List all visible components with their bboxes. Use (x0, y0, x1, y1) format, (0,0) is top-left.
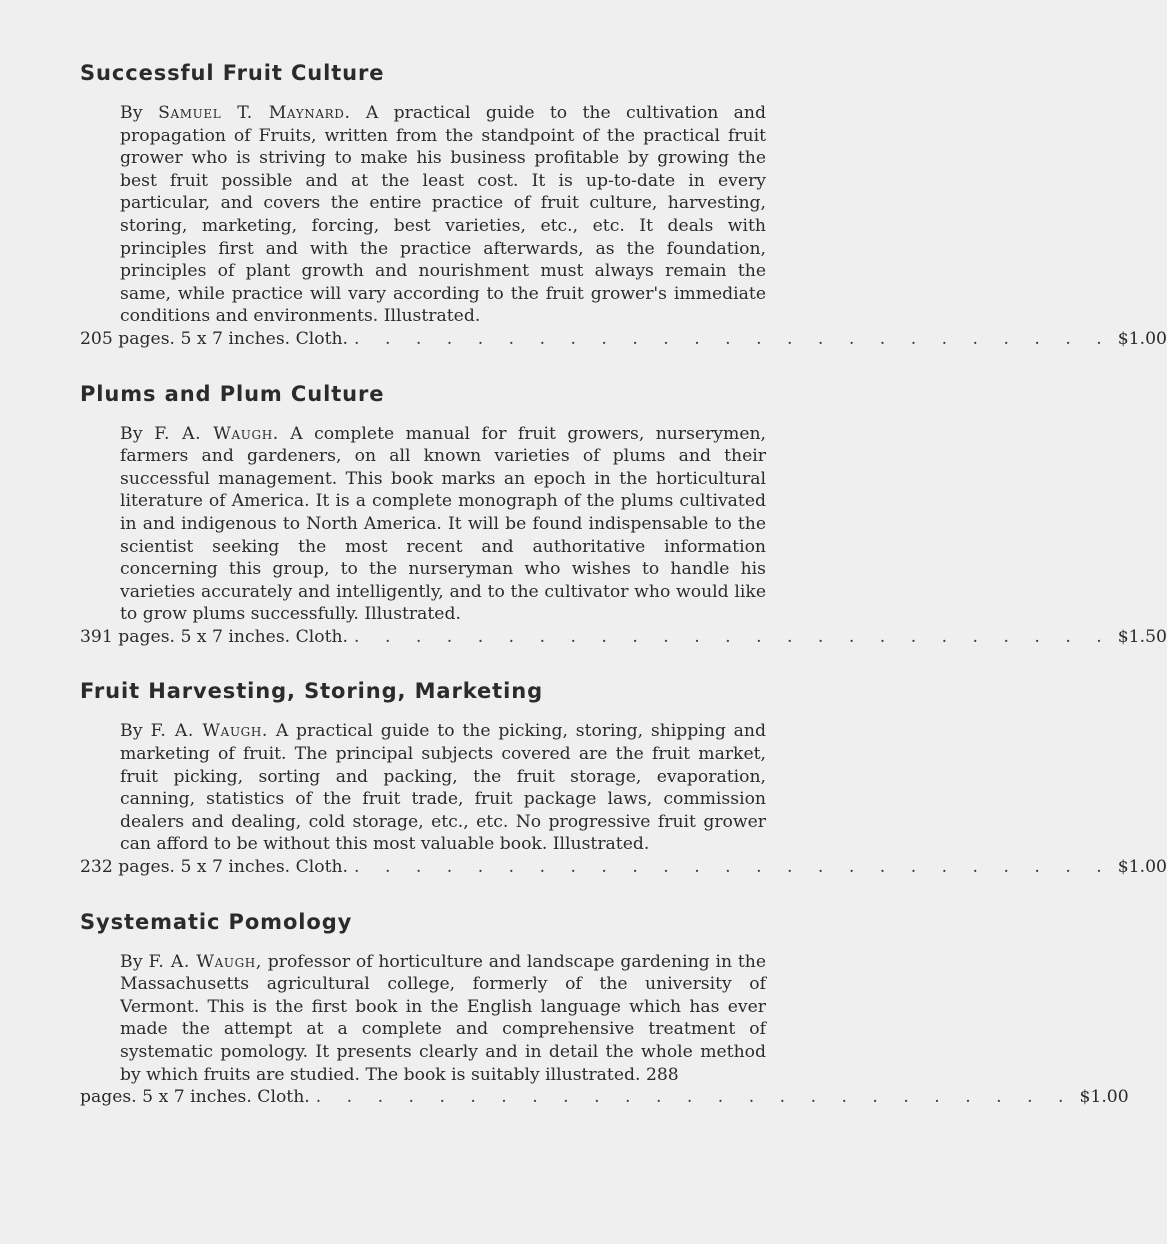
book-description-text: A complete manual for fruit growers, nurserymen, farmers and gardeners, on all known varieties of plums and their successful management. This book marks an epoch in the horticultural literature of America. It is a complete monograph of the plums cultivated in and indigenous to North America. It will be found indispensable to the scientist seeking the most recent and authoritative information concerning this group, to the nurseryman who wishes to handle his varieties accurately and intelligently, and to the cultivator who would like to grow plums successfully. Illustrated. (120, 423, 767, 625)
dot-leader: . . . . . . . . . . . . . . . . . . . . . . . . . (354, 328, 1112, 349)
book-description (120, 102, 766, 328)
dot-leader: . . . . . . . . . . . . . . . . . . . . . . . . . (354, 857, 1112, 878)
book-description (120, 423, 766, 626)
book-details (80, 423, 1167, 649)
book-specs: pages. 5 x 7 inches. Cloth. (80, 1087, 310, 1108)
book-details (80, 720, 1167, 878)
book-specs: 232 pages. 5 x 7 inches. Cloth. (80, 857, 349, 878)
book-description-text: A practical guide to the picking, storing, shipping and marketing of fruit. The principal subjects covered are the fruit market, fruit picking, sorting and packing, the fruit storage, evaporation, canning, statistics of the fruit trade, fruit package laws, commission dealers and dealing, cold storage, etc., etc. No progressive fruit grower can afford to be without this most valuable book. Illustrated. (120, 721, 767, 855)
book-price: $1.50 (1117, 626, 1167, 647)
book-details (80, 102, 1167, 351)
by-label: By (120, 721, 143, 742)
book-price-line (80, 328, 1167, 351)
dot-leader: . . . . . . . . . . . . . . . . . . . . . . . . . (354, 626, 1112, 647)
book-entry-fruit-harvesting (80, 678, 1167, 878)
book-title: Fruit Harvesting, Storing, Marketing (80, 679, 544, 704)
book-title: Successful Fruit Culture (80, 61, 385, 85)
by-label: By (120, 103, 143, 123)
book-details (80, 951, 1129, 1109)
book-description (120, 720, 766, 856)
book-author: F. A. Waugh. (154, 423, 279, 444)
book-specs: 391 pages. 5 x 7 inches. Cloth. (80, 626, 349, 647)
book-description (120, 951, 766, 1087)
book-price-line (80, 856, 1167, 879)
book-author: Samuel T. Maynard. (158, 103, 351, 123)
book-title: Systematic Pomology (80, 909, 353, 934)
book-author: F. A. Waugh. (150, 721, 268, 742)
book-price: $1.00 (1117, 857, 1167, 878)
book-price: $1.00 (1079, 1087, 1129, 1108)
book-specs: 205 pages. 5 x 7 inches. Cloth. (80, 328, 349, 349)
book-author: F. A. Waugh, (148, 951, 262, 972)
dot-leader: . . . . . . . . . . . . . . . . . . . . . . . . . (315, 1087, 1074, 1108)
book-price-line (80, 626, 1167, 649)
by-label: By (120, 951, 143, 972)
book-entry-successful-fruit-culture (80, 60, 1167, 351)
book-entry-systematic-pomology (80, 909, 1129, 1109)
book-price: $1.00 (1117, 328, 1167, 349)
by-label: By (120, 423, 143, 444)
book-description-text: professor of horticulture and landscape gardening in the Massachusetts agricultural college, formerly of the university of Vermont. This is the first book in the English language which has ever made the attempt at a complete and comprehensive treatment of systematic pomology. It presents clearly and in detail the whole method by which fruits are studied. The book is suitably illustrated. 288 (120, 951, 766, 1085)
book-title: Plums and Plum Culture (80, 381, 385, 406)
book-description-text: A practical guide to the cultivation and propagation of Fruits, written from the standpoint of the practical fruit grower who is striving to make his business profitable by growing the best fruit possible and at the least cost. It is up-to-date in every particular, and covers the entire practice of fruit culture, harvesting, storing, marketing, forcing, best varieties, etc., etc. It deals with principles first and with the practice afterwards, as the foundation, principles of plant growth and nourishment must always remain the same, while practice will vary according to the fruit grower's immediate conditions and environments. Illustrated. (120, 103, 767, 327)
book-price-line (80, 1086, 1129, 1109)
book-entry-plums-and-plum-culture (80, 381, 1167, 649)
